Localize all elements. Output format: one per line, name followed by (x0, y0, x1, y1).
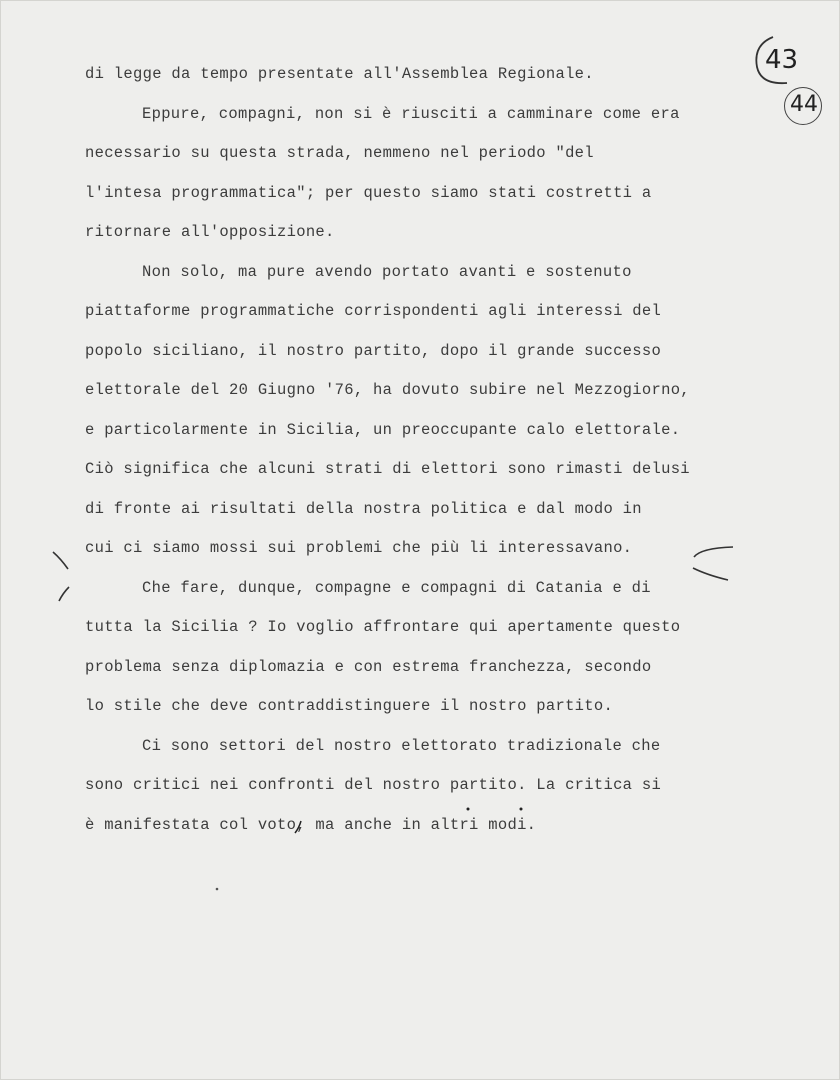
text-line: Non solo, ma pure avendo portato avanti e sostenuto (142, 262, 632, 281)
text-line: problema senza diplomazia e con estrema franchezza, secondo (85, 657, 652, 676)
text-line: è manifestata col voto, ma anche in altri modi. (85, 815, 537, 834)
text-line: tutta la Sicilia ? Io voglio affrontare qui apertamente questo (85, 618, 681, 636)
text-line: lo stile che deve contraddistinguere il nostro partito. (85, 697, 614, 715)
page-number-primary: 43 (765, 45, 799, 75)
text-line: sono critici nei confronti del nostro partito. La critica si (85, 776, 662, 794)
page-number-secondary: 44 (790, 92, 818, 117)
text-line: di legge da tempo presentate all'Assemblea Regionale. (85, 65, 594, 83)
text-line: Eppure, compagni, non si è riusciti a camminare come era (142, 104, 680, 123)
text-line: elettorale del 20 Giugno '76, ha dovuto subire nel Mezzogiorno, (85, 381, 690, 399)
text-line: di fronte ai risultati della nostra politica e dal modo in (85, 499, 642, 518)
document-body (85, 61, 725, 851)
page-number-circled-secondary (784, 87, 822, 125)
stray-dot-mark (216, 888, 219, 891)
text-line: Che fare, dunque, compagne e compagni di Catania e di (142, 578, 651, 597)
text-line: popolo siciliano, il nostro partito, dopo il grande successo (85, 341, 662, 360)
text-line: cui ci siamo mossi sui problemi che più li interessavano. (85, 539, 633, 557)
text-line: necessario su questa strada, nemmeno nel periodo "del (85, 144, 594, 162)
text-line: Ci sono settori del nostro elettorato tradizionale che (142, 736, 661, 755)
text-line: e particolarmente in Sicilia, un preoccupante calo elettorale. (85, 420, 681, 439)
text-line: Ciò significa che alcuni strati di elettori sono rimasti delusi (85, 460, 690, 478)
left-margin-mark-upper (53, 552, 68, 569)
page-number-handwritten-circled (751, 33, 815, 89)
text-line: l'intesa programmatica"; per questo siamo stati costretti a (85, 183, 652, 202)
text-line: ritornare all'opposizione. (85, 223, 335, 241)
left-margin-mark-lower (59, 587, 69, 601)
text-line: piattaforme programmatiche corrispondenti agli interessi del (85, 302, 662, 320)
